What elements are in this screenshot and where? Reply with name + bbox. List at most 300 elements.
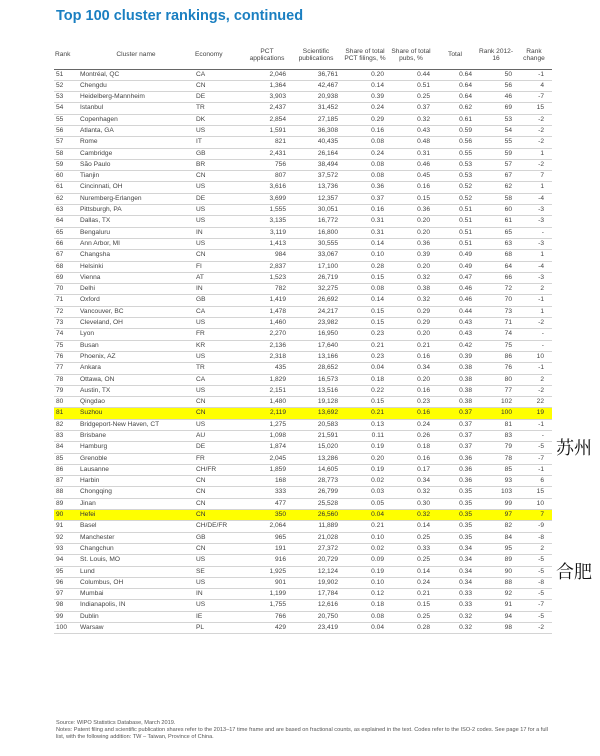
cell-share-pct: 0.14	[342, 80, 388, 91]
cell-pct-applications: 1,364	[244, 80, 290, 91]
cell-share-pubs: 0.48	[388, 137, 434, 148]
cell-share-pct: 0.20	[342, 453, 388, 464]
header-share-pct: Share of total PCT filings, %	[342, 42, 388, 69]
cell-share-pubs: 0.32	[388, 487, 434, 498]
cell-total: 0.59	[434, 125, 476, 136]
table-row	[54, 510, 552, 521]
cell-total: 0.55	[434, 148, 476, 159]
cell-cluster-name: Ann Arbor, MI	[78, 238, 194, 249]
cell-rank-2012-16: 100	[476, 408, 516, 419]
cell-total: 0.52	[434, 182, 476, 193]
cell-rank-change: -3	[516, 272, 552, 283]
table-row	[54, 566, 552, 577]
cell-rank-change: 15	[516, 103, 552, 114]
cell-rank: 80	[54, 397, 78, 408]
cell-scientific-publications: 16,772	[290, 216, 342, 227]
cell-rank-change: -7	[516, 600, 552, 611]
cell-rank: 72	[54, 306, 78, 317]
cell-rank-2012-16: 88	[476, 577, 516, 588]
cell-economy: CN	[194, 487, 244, 498]
cell-rank-2012-16: 68	[476, 250, 516, 261]
cell-rank: 67	[54, 250, 78, 261]
header-scientific-publications: Scientific publications	[290, 42, 342, 69]
cell-cluster-name: Nuremberg-Erlangen	[78, 193, 194, 204]
notes-text: Notes: Patent filing and scientific publication shares refer to the 2013–17 time frame and are based on fractional counts, as explained in the text. Codes refer to the ISO-2 codes. See page 17 for a full list, with the following addition: TW – Taiwan, Province of China.	[56, 727, 548, 740]
cell-total: 0.35	[434, 521, 476, 532]
cell-economy: US	[194, 600, 244, 611]
cell-pct-applications: 1,925	[244, 566, 290, 577]
table-row	[54, 182, 552, 193]
cell-share-pubs: 0.45	[388, 171, 434, 182]
cell-economy: DE	[194, 92, 244, 103]
table-row	[54, 227, 552, 238]
cell-rank-change: -2	[516, 125, 552, 136]
cell-cluster-name: St. Louis, MO	[78, 555, 194, 566]
cell-economy: TR	[194, 363, 244, 374]
cell-economy: CN	[194, 408, 244, 419]
cell-rank: 85	[54, 453, 78, 464]
table-row	[54, 69, 552, 80]
cell-share-pct: 0.36	[342, 182, 388, 193]
cell-cluster-name: Busan	[78, 340, 194, 351]
cell-scientific-publications: 11,889	[290, 521, 342, 532]
cell-cluster-name: Basel	[78, 521, 194, 532]
cell-cluster-name: São Paulo	[78, 159, 194, 170]
cell-share-pct: 0.04	[342, 623, 388, 634]
cell-scientific-publications: 20,750	[290, 611, 342, 622]
cell-pct-applications: 1,460	[244, 318, 290, 329]
cell-economy: BR	[194, 159, 244, 170]
cell-total: 0.34	[434, 555, 476, 566]
cell-share-pct: 0.19	[342, 566, 388, 577]
cell-share-pubs: 0.14	[388, 521, 434, 532]
cell-pct-applications: 2,437	[244, 103, 290, 114]
cell-scientific-publications: 12,124	[290, 566, 342, 577]
cell-share-pct: 0.04	[342, 510, 388, 521]
cell-rank: 100	[54, 623, 78, 634]
cell-pct-applications: 782	[244, 284, 290, 295]
cell-share-pct: 0.08	[342, 284, 388, 295]
cell-economy: GB	[194, 532, 244, 543]
cell-rank-2012-16: 80	[476, 374, 516, 385]
cell-pct-applications: 429	[244, 623, 290, 634]
cell-cluster-name: Jinan	[78, 498, 194, 509]
table-body	[54, 69, 552, 634]
cell-total: 0.43	[434, 329, 476, 340]
cell-rank-2012-16: 57	[476, 159, 516, 170]
cell-total: 0.35	[434, 532, 476, 543]
cell-scientific-publications: 13,736	[290, 182, 342, 193]
cell-cluster-name: Helsinki	[78, 261, 194, 272]
cell-pct-applications: 2,136	[244, 340, 290, 351]
table-row	[54, 543, 552, 554]
cell-rank-change: -5	[516, 611, 552, 622]
cell-share-pct: 0.21	[342, 340, 388, 351]
cell-share-pubs: 0.51	[388, 80, 434, 91]
cell-total: 0.51	[434, 205, 476, 216]
cell-rank-change: -8	[516, 532, 552, 543]
table-row	[54, 374, 552, 385]
cell-rank: 94	[54, 555, 78, 566]
cell-share-pubs: 0.39	[388, 250, 434, 261]
cell-pct-applications: 2,837	[244, 261, 290, 272]
cell-rank: 65	[54, 227, 78, 238]
cell-total: 0.35	[434, 498, 476, 509]
cell-scientific-publications: 16,573	[290, 374, 342, 385]
cell-cluster-name: Vienna	[78, 272, 194, 283]
cell-cluster-name: Ankara	[78, 363, 194, 374]
cell-rank-change: -2	[516, 137, 552, 148]
cell-rank-change: -2	[516, 623, 552, 634]
cell-rank-2012-16: 66	[476, 272, 516, 283]
cell-rank-change: -5	[516, 555, 552, 566]
table-row	[54, 600, 552, 611]
cell-economy: IN	[194, 284, 244, 295]
cell-rank-change: 15	[516, 487, 552, 498]
cell-rank: 95	[54, 566, 78, 577]
cell-share-pubs: 0.16	[388, 182, 434, 193]
cell-share-pct: 0.19	[342, 464, 388, 475]
cell-rank-2012-16: 67	[476, 171, 516, 182]
cell-rank: 63	[54, 205, 78, 216]
cell-economy: FR	[194, 329, 244, 340]
cell-share-pct: 0.12	[342, 589, 388, 600]
cell-share-pubs: 0.36	[388, 238, 434, 249]
table-row	[54, 623, 552, 634]
cell-share-pubs: 0.23	[388, 397, 434, 408]
cell-total: 0.37	[434, 442, 476, 453]
cell-rank: 62	[54, 193, 78, 204]
cell-economy: US	[194, 205, 244, 216]
cell-total: 0.36	[434, 464, 476, 475]
cell-scientific-publications: 13,516	[290, 385, 342, 396]
cell-cluster-name: Atlanta, GA	[78, 125, 194, 136]
cell-cluster-name: Dallas, TX	[78, 216, 194, 227]
cell-rank: 52	[54, 80, 78, 91]
cell-share-pubs: 0.29	[388, 306, 434, 317]
header-rank: Rank	[54, 42, 78, 69]
cell-share-pct: 0.39	[342, 92, 388, 103]
cell-rank-change: -5	[516, 589, 552, 600]
cell-total: 0.32	[434, 623, 476, 634]
cell-pct-applications: 1,098	[244, 431, 290, 442]
cell-scientific-publications: 13,286	[290, 453, 342, 464]
cell-cluster-name: Lund	[78, 566, 194, 577]
table-row	[54, 577, 552, 588]
cell-pct-applications: 2,046	[244, 69, 290, 80]
cell-economy: US	[194, 385, 244, 396]
table-row	[54, 103, 552, 114]
cell-total: 0.46	[434, 295, 476, 306]
cell-pct-applications: 1,478	[244, 306, 290, 317]
cell-scientific-publications: 26,719	[290, 272, 342, 283]
cell-share-pct: 0.10	[342, 577, 388, 588]
table-row	[54, 453, 552, 464]
cell-rank-2012-16: 97	[476, 510, 516, 521]
cell-rank-2012-16: 60	[476, 205, 516, 216]
cell-rank-2012-16: 85	[476, 464, 516, 475]
cell-scientific-publications: 30,555	[290, 238, 342, 249]
cell-rank: 86	[54, 464, 78, 475]
cell-rank-change: -	[516, 227, 552, 238]
cell-economy: PL	[194, 623, 244, 634]
cell-rank-2012-16: 50	[476, 69, 516, 80]
cell-economy: GB	[194, 295, 244, 306]
cell-rank-2012-16: 63	[476, 238, 516, 249]
cell-rank-change: 2	[516, 543, 552, 554]
cell-rank: 57	[54, 137, 78, 148]
cell-pct-applications: 3,135	[244, 216, 290, 227]
table-row	[54, 498, 552, 509]
cell-total: 0.47	[434, 272, 476, 283]
cell-cluster-name: Cincinnati, OH	[78, 182, 194, 193]
cell-rank-change: -9	[516, 521, 552, 532]
cell-scientific-publications: 19,128	[290, 397, 342, 408]
cell-pct-applications: 1,874	[244, 442, 290, 453]
cell-rank-2012-16: 78	[476, 453, 516, 464]
cell-rank: 76	[54, 351, 78, 362]
cell-rank: 61	[54, 182, 78, 193]
cell-economy: CN	[194, 498, 244, 509]
cell-total: 0.51	[434, 216, 476, 227]
suzhou-annotation: 苏州	[556, 438, 592, 459]
cell-share-pct: 0.15	[342, 318, 388, 329]
header-total: Total	[434, 42, 476, 69]
cell-total: 0.62	[434, 103, 476, 114]
table-row	[54, 284, 552, 295]
cell-share-pubs: 0.21	[388, 589, 434, 600]
cell-pct-applications: 1,199	[244, 589, 290, 600]
cell-rank: 74	[54, 329, 78, 340]
hefei-annotation: 合肥	[556, 562, 592, 583]
cell-rank-change: 4	[516, 80, 552, 91]
cell-total: 0.53	[434, 159, 476, 170]
cell-pct-applications: 756	[244, 159, 290, 170]
cell-pct-applications: 3,903	[244, 92, 290, 103]
cell-cluster-name: Bengaluru	[78, 227, 194, 238]
cell-economy: CN	[194, 250, 244, 261]
header-rank-change: Rank change	[516, 42, 552, 69]
cell-economy: AT	[194, 272, 244, 283]
cell-scientific-publications: 31,452	[290, 103, 342, 114]
table-row	[54, 193, 552, 204]
cell-share-pubs: 0.37	[388, 103, 434, 114]
cell-pct-applications: 916	[244, 555, 290, 566]
cell-economy: US	[194, 419, 244, 430]
cell-share-pubs: 0.44	[388, 69, 434, 80]
cell-rank-change: 1	[516, 250, 552, 261]
cell-share-pubs: 0.32	[388, 295, 434, 306]
cell-rank: 70	[54, 284, 78, 295]
cell-cluster-name: Columbus, OH	[78, 577, 194, 588]
cell-scientific-publications: 42,467	[290, 80, 342, 91]
cell-total: 0.35	[434, 487, 476, 498]
cell-cluster-name: Harbin	[78, 476, 194, 487]
cell-economy: CA	[194, 374, 244, 385]
cell-rank-2012-16: 62	[476, 182, 516, 193]
cell-pct-applications: 766	[244, 611, 290, 622]
cell-share-pct: 0.16	[342, 205, 388, 216]
header-pct-applications: PCT applications	[244, 42, 290, 69]
cell-share-pubs: 0.25	[388, 611, 434, 622]
cell-share-pubs: 0.29	[388, 318, 434, 329]
cell-rank-change: 1	[516, 182, 552, 193]
cell-cluster-name: Lausanne	[78, 464, 194, 475]
cell-total: 0.32	[434, 611, 476, 622]
cell-rank: 78	[54, 374, 78, 385]
cell-scientific-publications: 32,275	[290, 284, 342, 295]
cell-economy: FI	[194, 261, 244, 272]
cell-rank-change: 10	[516, 498, 552, 509]
cell-rank-change: -2	[516, 159, 552, 170]
cell-scientific-publications: 13,692	[290, 408, 342, 419]
cell-cluster-name: Copenhagen	[78, 114, 194, 125]
cell-rank-2012-16: 73	[476, 306, 516, 317]
cell-share-pubs: 0.20	[388, 374, 434, 385]
cell-economy: US	[194, 238, 244, 249]
cell-share-pct: 0.19	[342, 442, 388, 453]
cell-scientific-publications: 15,020	[290, 442, 342, 453]
cell-rank-2012-16: 83	[476, 431, 516, 442]
cell-rank: 98	[54, 600, 78, 611]
footnotes	[56, 720, 556, 741]
cell-share-pubs: 0.46	[388, 159, 434, 170]
cell-rank-2012-16: 82	[476, 521, 516, 532]
cell-economy: CN	[194, 510, 244, 521]
cell-rank: 55	[54, 114, 78, 125]
cell-economy: US	[194, 555, 244, 566]
table-row	[54, 238, 552, 249]
cell-rank-2012-16: 91	[476, 600, 516, 611]
cell-rank-2012-16: 93	[476, 476, 516, 487]
cell-share-pct: 0.28	[342, 261, 388, 272]
cell-rank: 54	[54, 103, 78, 114]
table-row	[54, 171, 552, 182]
cell-scientific-publications: 16,800	[290, 227, 342, 238]
cell-rank-change: 7	[516, 510, 552, 521]
cell-share-pct: 0.10	[342, 250, 388, 261]
cell-total: 0.51	[434, 227, 476, 238]
cell-share-pct: 0.09	[342, 555, 388, 566]
cell-pct-applications: 3,119	[244, 227, 290, 238]
table-row	[54, 532, 552, 543]
cell-rank-2012-16: 81	[476, 419, 516, 430]
cell-share-pct: 0.05	[342, 498, 388, 509]
cell-share-pct: 0.03	[342, 487, 388, 498]
cell-rank: 60	[54, 171, 78, 182]
cell-pct-applications: 333	[244, 487, 290, 498]
cell-scientific-publications: 26,164	[290, 148, 342, 159]
cell-total: 0.36	[434, 453, 476, 464]
cell-cluster-name: Indianapolis, IN	[78, 600, 194, 611]
table-row	[54, 306, 552, 317]
cell-scientific-publications: 21,028	[290, 532, 342, 543]
cell-rank: 58	[54, 148, 78, 159]
cell-cluster-name: Lyon	[78, 329, 194, 340]
cell-economy: US	[194, 182, 244, 193]
cell-pct-applications: 477	[244, 498, 290, 509]
table-row	[54, 408, 552, 419]
cell-rank: 51	[54, 69, 78, 80]
cell-share-pct: 0.11	[342, 431, 388, 442]
cell-cluster-name: Istanbul	[78, 103, 194, 114]
table-row	[54, 329, 552, 340]
cell-scientific-publications: 40,435	[290, 137, 342, 148]
cell-pct-applications: 1,859	[244, 464, 290, 475]
cell-rank: 77	[54, 363, 78, 374]
cell-rank-2012-16: 84	[476, 532, 516, 543]
cell-economy: US	[194, 577, 244, 588]
cell-share-pct: 0.08	[342, 137, 388, 148]
cell-rank-2012-16: 86	[476, 351, 516, 362]
cell-rank-change: -5	[516, 566, 552, 577]
cell-share-pubs: 0.32	[388, 510, 434, 521]
cell-share-pubs: 0.34	[388, 363, 434, 374]
cell-total: 0.39	[434, 351, 476, 362]
cell-rank-2012-16: 99	[476, 498, 516, 509]
cell-rank-2012-16: 102	[476, 397, 516, 408]
cell-economy: CN	[194, 397, 244, 408]
cell-rank: 89	[54, 498, 78, 509]
cell-rank-change: 6	[516, 476, 552, 487]
cell-rank: 81	[54, 408, 78, 419]
cell-share-pct: 0.08	[342, 159, 388, 170]
table-row	[54, 92, 552, 103]
cell-scientific-publications: 30,051	[290, 205, 342, 216]
cell-share-pct: 0.13	[342, 419, 388, 430]
cell-economy: CH/FR	[194, 464, 244, 475]
cell-total: 0.42	[434, 340, 476, 351]
cell-rank-2012-16: 61	[476, 216, 516, 227]
cell-cluster-name: Chengdu	[78, 80, 194, 91]
cell-share-pubs: 0.32	[388, 114, 434, 125]
cell-pct-applications: 1,755	[244, 600, 290, 611]
cell-rank-change: 1	[516, 306, 552, 317]
cell-economy: CH/DE/FR	[194, 521, 244, 532]
cell-economy: IN	[194, 227, 244, 238]
cell-share-pubs: 0.16	[388, 408, 434, 419]
cell-scientific-publications: 36,308	[290, 125, 342, 136]
cell-share-pubs: 0.25	[388, 532, 434, 543]
cell-economy: CN	[194, 171, 244, 182]
cell-economy: CN	[194, 476, 244, 487]
cell-share-pubs: 0.16	[388, 351, 434, 362]
cell-scientific-publications: 14,605	[290, 464, 342, 475]
cell-rank-2012-16: 55	[476, 137, 516, 148]
table-row	[54, 159, 552, 170]
cell-share-pct: 0.18	[342, 600, 388, 611]
cell-share-pubs: 0.20	[388, 227, 434, 238]
cell-share-pubs: 0.21	[388, 340, 434, 351]
header-share-pubs: Share of total pubs, %	[388, 42, 434, 69]
table-header-row	[54, 42, 552, 69]
cell-share-pct: 0.31	[342, 227, 388, 238]
cell-total: 0.33	[434, 589, 476, 600]
cell-share-pubs: 0.24	[388, 577, 434, 588]
cell-rank: 91	[54, 521, 78, 532]
cell-pct-applications: 2,270	[244, 329, 290, 340]
cell-scientific-publications: 28,652	[290, 363, 342, 374]
cell-total: 0.49	[434, 250, 476, 261]
cluster-rankings-table	[54, 42, 552, 634]
cell-share-pct: 0.21	[342, 408, 388, 419]
cell-total: 0.38	[434, 363, 476, 374]
cell-rank-2012-16: 65	[476, 227, 516, 238]
cell-pct-applications: 2,045	[244, 453, 290, 464]
cell-rank-change: -3	[516, 216, 552, 227]
cell-scientific-publications: 21,591	[290, 431, 342, 442]
table-row	[54, 340, 552, 351]
